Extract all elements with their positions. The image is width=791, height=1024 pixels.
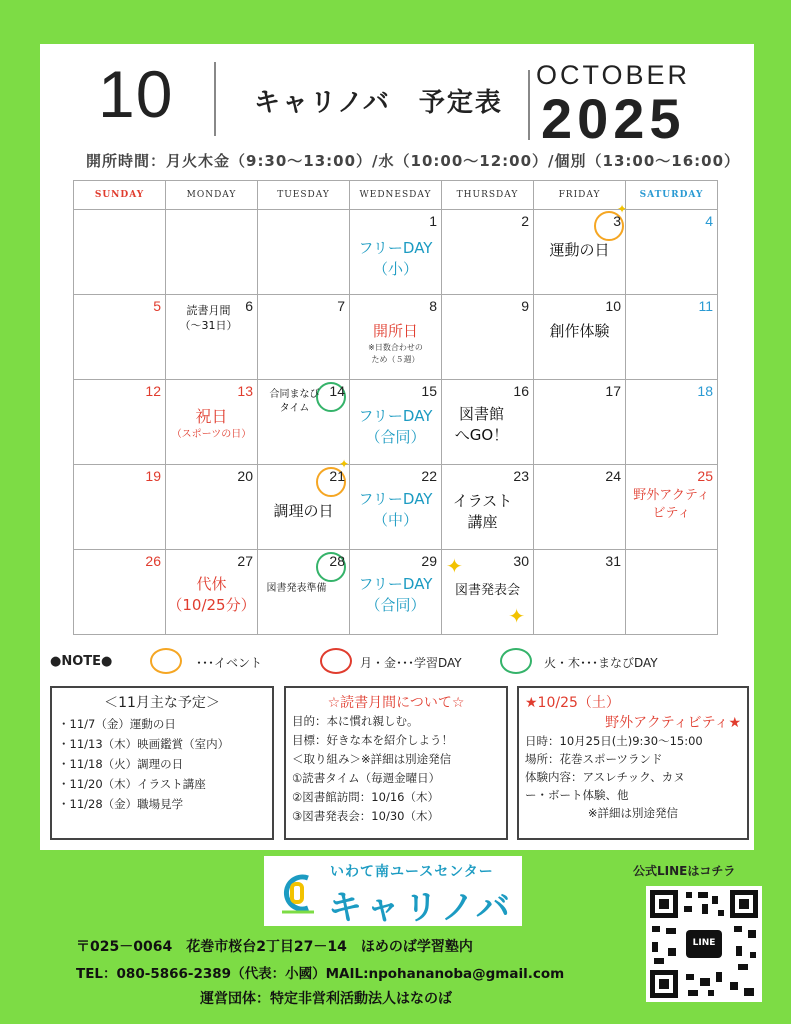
- reading-box: [284, 686, 508, 840]
- day-number: 26: [145, 553, 161, 569]
- event-sub: 講座: [467, 513, 498, 531]
- day-number: 10: [605, 298, 621, 314]
- day-cell: [74, 295, 166, 380]
- day-cell: [534, 202, 627, 295]
- event-free-day: [350, 489, 441, 531]
- logo-subtitle: いわて南ユースセンター: [330, 864, 494, 880]
- weekday-saturday: SATURDAY: [626, 181, 718, 210]
- legend-learn: 火・木･･･まなびDAY: [544, 656, 658, 670]
- day-number: 24: [605, 468, 621, 484]
- event-sub: （合同）: [365, 428, 426, 446]
- november-item: ・11/28（金）職場見学: [58, 797, 184, 811]
- study-circle-icon: [320, 648, 352, 674]
- day-number: 12: [145, 383, 161, 399]
- event-label: フリーDAY: [358, 575, 433, 593]
- learn-circle-icon: [500, 648, 532, 674]
- event-craft: 創作体験: [549, 322, 610, 340]
- event-label: 祝日: [195, 407, 228, 426]
- event-joint-learning: [240, 388, 349, 416]
- divider: [214, 62, 216, 136]
- reading-item: ①読書タイム（毎週金曜日）: [292, 771, 441, 785]
- sparkle-icon: ✦: [446, 554, 463, 578]
- day-cell: [626, 210, 718, 295]
- day-number: 18: [697, 383, 713, 399]
- event-open-day: [350, 321, 441, 366]
- day-cell: [74, 550, 166, 635]
- event-outdoor: [626, 487, 717, 523]
- november-box: [50, 686, 274, 840]
- reading-title: ☆読書月間について☆: [327, 695, 465, 711]
- day-cell: [534, 550, 626, 635]
- event-sub: （小）: [372, 260, 418, 278]
- day-cell-empty: [74, 210, 166, 295]
- outdoor-item: 日時：10月25日(土)9:30～15:00: [525, 734, 703, 748]
- november-item: ・11/7（金）運動の日: [58, 717, 176, 731]
- day-number: 5: [153, 298, 161, 314]
- day-cell: [534, 295, 626, 380]
- footer-address: 〒025－0064 花巻市桜台2丁目27－14 ほめのば学習塾内: [76, 939, 473, 955]
- day-number: 7: [337, 298, 345, 314]
- event-label: 図書館: [458, 405, 504, 423]
- logo-name: キャリノバ: [328, 888, 514, 928]
- event-book-presentation: 図書発表会: [454, 583, 520, 598]
- november-item: ・11/18（火）調理の日: [58, 757, 184, 771]
- outdoor-title-name: 野外アクティビティ★: [605, 715, 741, 731]
- event-sub: （スポーツの日）: [171, 429, 252, 441]
- event-label: 開所日: [372, 322, 418, 340]
- day-number: 29: [421, 553, 437, 569]
- event-sub: （中）: [372, 511, 418, 529]
- week-row: [74, 465, 718, 550]
- day-number: 27: [237, 553, 253, 569]
- day-number: 14: [329, 383, 345, 399]
- week-row: [74, 295, 718, 380]
- day-number: 2: [521, 213, 529, 229]
- day-number: 28: [329, 553, 345, 569]
- outdoor-item: 体験内容：アスレチック、カヌ: [525, 770, 685, 784]
- day-cell: [626, 295, 718, 380]
- day-cell: [534, 380, 626, 465]
- day-cell: [442, 465, 534, 550]
- reading-item: ②図書館訪問：10/16（木）: [292, 790, 439, 804]
- day-number: 6: [245, 298, 253, 314]
- day-cell: [166, 465, 258, 550]
- day-cell: [442, 550, 534, 635]
- event-label: 読書月間: [186, 304, 231, 317]
- week-row: [74, 380, 718, 465]
- legend-event: ･･･イベント: [196, 656, 263, 670]
- month-name: OCTOBER: [536, 60, 691, 90]
- outdoor-title-date: ★10/25（土）: [525, 695, 620, 711]
- event-label: イラスト: [452, 492, 513, 510]
- sparkle-icon: ✦: [338, 457, 349, 471]
- event-note: ため（５週）: [371, 355, 420, 364]
- footer-contact: TEL：080-5866-2389（代表：小國）MAIL:npohananoba@gmail.com: [76, 966, 565, 982]
- event-label: 合同まなび: [269, 389, 320, 400]
- day-number: 31: [605, 553, 621, 569]
- event-sub: ビティ: [652, 506, 691, 522]
- event-sub: （10/25分）: [167, 596, 256, 614]
- smiley-icon: [150, 648, 182, 674]
- weekday-friday: FRIDAY: [534, 181, 626, 210]
- day-cell-empty: [166, 210, 258, 295]
- day-cell: [258, 457, 350, 550]
- outdoor-item: 場所：花巻スポーツランド: [525, 752, 663, 766]
- day-cell: [442, 380, 534, 465]
- day-cell: [626, 380, 718, 465]
- november-title: ＜11月主な予定＞: [104, 695, 220, 711]
- event-free-day: [350, 574, 441, 616]
- divider: [528, 70, 530, 140]
- note-label: ●NOTE●: [50, 654, 113, 669]
- day-cell: [166, 295, 258, 380]
- event-label: フリーDAY: [358, 490, 433, 508]
- day-cell-empty: [626, 550, 718, 635]
- day-number: 20: [237, 468, 253, 484]
- event-sports-day: 運動の日: [549, 241, 610, 259]
- opening-hours: 開所時間：月火木金（9:30～13:00）/水（10:00～12:00）/個別（13:00～16:00）: [86, 152, 741, 170]
- day-number: 21: [329, 468, 345, 484]
- reading-item: ＜取り組み＞※詳細は別途発信: [292, 752, 452, 766]
- event-free-day: [350, 406, 441, 448]
- event-library: [430, 404, 533, 446]
- footer-org: 運営団体：特定非営利活動法人はなのば: [200, 991, 452, 1007]
- day-cell: [350, 380, 442, 465]
- day-number: 1: [429, 213, 437, 229]
- event-reading-month: [160, 303, 257, 334]
- legend-study: 月・金･･･学習DAY: [360, 656, 462, 670]
- weekday-sunday: SUNDAY: [74, 181, 166, 210]
- day-cell: [442, 295, 534, 380]
- event-cooking: 調理の日: [273, 502, 334, 520]
- day-number: 23: [513, 468, 529, 484]
- event-sub: （合同）: [365, 596, 426, 614]
- line-qr-code[interactable]: [646, 886, 762, 1002]
- logo-mark-icon: [278, 870, 318, 916]
- event-label: 代休: [196, 575, 227, 593]
- day-cell: [258, 550, 350, 635]
- day-number: 15: [421, 383, 437, 399]
- week-row: [74, 550, 718, 635]
- november-item: ・11/20（木）イラスト講座: [58, 777, 206, 791]
- day-number: 3: [613, 213, 621, 229]
- day-number: 30: [513, 553, 529, 569]
- weekday-thursday: THURSDAY: [442, 181, 534, 210]
- sparkle-icon: ✦: [616, 202, 627, 216]
- day-number: 25: [697, 468, 713, 484]
- line-label: 公式LINEはコチラ: [633, 864, 736, 878]
- line-logo-text: LINE: [692, 938, 716, 948]
- event-label: 野外アクティ: [633, 488, 710, 503]
- day-number: 19: [145, 468, 161, 484]
- calendar-grid: [73, 180, 718, 635]
- day-cell: [74, 380, 166, 465]
- outdoor-item: ※詳細は別途発信: [587, 806, 679, 820]
- day-number: 17: [605, 383, 621, 399]
- day-cell: [350, 210, 442, 295]
- day-number: 8: [429, 298, 437, 314]
- day-cell: [74, 465, 166, 550]
- november-item: ・11/13（木）映画鑑賞（室内）: [58, 737, 230, 751]
- event-label: フリーDAY: [358, 407, 433, 425]
- logo: [264, 856, 522, 926]
- event-label: フリーDAY: [358, 239, 433, 257]
- page-title: キャリノバ 予定表: [254, 88, 503, 118]
- event-note: ※日数合わせの: [368, 343, 423, 352]
- outdoor-item: ー・ボート体験、他: [525, 788, 629, 802]
- reading-item: 目的：本に慣れ親しむ。: [292, 714, 419, 728]
- day-number: 16: [513, 383, 529, 399]
- weekday-tuesday: TUESDAY: [258, 181, 350, 210]
- day-cell-empty: [258, 210, 350, 295]
- day-cell: [258, 380, 350, 465]
- day-cell: [350, 295, 442, 380]
- event-illustration: [432, 491, 533, 533]
- event-free-day: [350, 238, 441, 280]
- day-cell: [442, 210, 534, 295]
- day-number: 9: [521, 298, 529, 314]
- day-number: 22: [421, 468, 437, 484]
- day-cell: [350, 465, 442, 550]
- month-number: 10: [98, 57, 174, 131]
- event-sub: （～31日）: [179, 319, 238, 333]
- day-number: 11: [698, 298, 713, 314]
- day-cell: [258, 295, 350, 380]
- event-sub: へGO！: [454, 426, 509, 444]
- day-number: 4: [705, 213, 713, 229]
- sparkle-icon: ✦: [508, 604, 525, 628]
- day-cell: [350, 550, 442, 635]
- week-row: [74, 210, 718, 295]
- day-number: 13: [237, 383, 253, 399]
- day-cell: [534, 465, 626, 550]
- reading-item: 目標：好きな本を紹介しよう！: [292, 733, 453, 747]
- event-sub: タイム: [279, 403, 310, 414]
- outdoor-box: [517, 686, 749, 840]
- reading-item: ③図書発表会：10/30（木）: [292, 809, 439, 823]
- event-book-prep: 図書発表準備: [266, 583, 327, 594]
- weekday-monday: MONDAY: [166, 181, 258, 210]
- year: 2025: [541, 87, 686, 150]
- day-cell: [626, 465, 718, 550]
- weekday-wednesday: WEDNESDAY: [350, 181, 442, 210]
